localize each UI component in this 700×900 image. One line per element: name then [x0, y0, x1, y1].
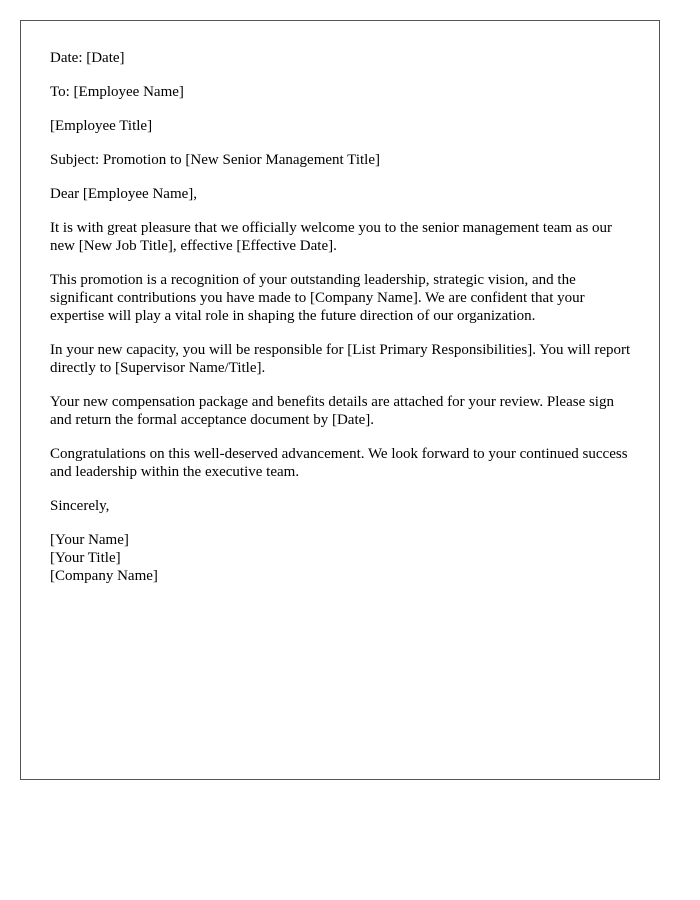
salutation: Dear [Employee Name], [50, 186, 198, 202]
recipient-title-line: [Employee Title] [50, 118, 153, 134]
signature-block [50, 531, 634, 585]
subject-line: Subject: Promotion to [New Senior Management Title] [50, 152, 380, 168]
paragraph-compensation: Your new compensation package and benefits details are attached for your review. Please sign and return the formal acceptance document by [Date]. [50, 394, 614, 428]
signature-company: [Company Name] [50, 568, 158, 584]
signature-title: [Your Title] [50, 550, 121, 566]
signature-name: [Your Name] [50, 532, 129, 548]
letter-body [50, 49, 634, 585]
date-line: Date: [Date] [50, 50, 125, 66]
paragraph-recognition: This promotion is a recognition of your outstanding leadership, strategic vision, and the significant contributions you have made to [Company Name]. We are confident that your expertise will play a vital role in shaping the future direction of our organization. [50, 272, 585, 324]
recipient-line: To: [Employee Name] [50, 84, 184, 100]
closing: Sincerely, [50, 498, 110, 514]
letter-page [20, 20, 660, 780]
paragraph-welcome: It is with great pleasure that we officially welcome you to the senior management team as our new [New Job Title], effective [Effective Date]. [50, 220, 613, 254]
paragraph-congratulations: Congratulations on this well-deserved advancement. We look forward to your continued success and leadership within the executive team. [50, 446, 628, 480]
paragraph-responsibilities: In your new capacity, you will be responsible for [List Primary Responsibilities]. You will report directly to [Supervisor Name/Title]. [50, 342, 631, 376]
